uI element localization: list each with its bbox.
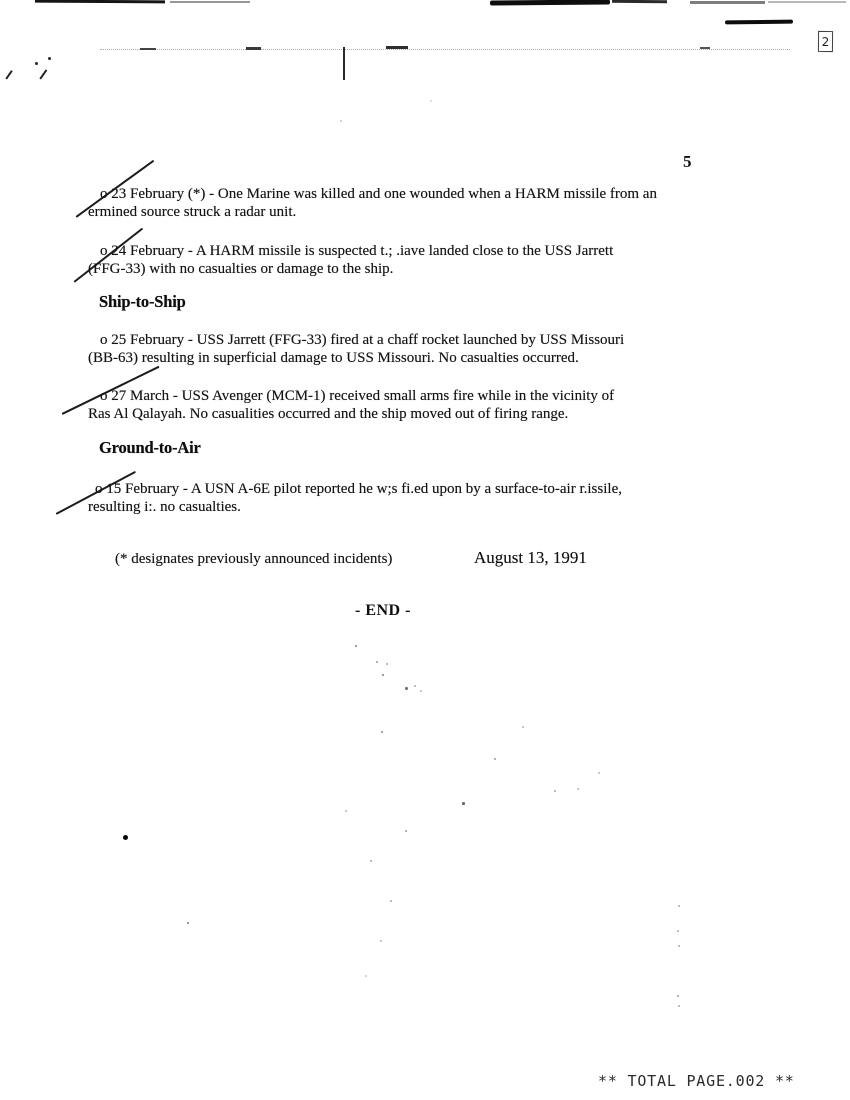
incident-paragraph (88, 387, 614, 423)
scan-speck (430, 100, 432, 102)
page-number: 5 (683, 152, 692, 171)
end-marker: - END - (355, 602, 411, 619)
scan-speck (678, 1005, 680, 1007)
scan-speck (462, 802, 465, 805)
scan-noise-dash (140, 48, 156, 50)
paragraph-line: (BB-63) resulting in superficial damage to USS Missouri. No casualties occurred. (88, 350, 579, 366)
scan-speck (494, 758, 496, 760)
scan-speck (678, 945, 680, 947)
incident-paragraph (88, 185, 657, 221)
paragraph-line: (FFG-33) with no casualties or damage to the ship. (88, 261, 394, 277)
scan-edge-smudge (690, 1, 765, 4)
scan-speck (370, 860, 372, 862)
handwritten-dot (35, 62, 38, 65)
scan-dash-mark (725, 20, 793, 24)
scan-speck (677, 995, 679, 997)
paragraph-line: o 24 February - A HARM missile is suspected t.; .iave landed close to the USS Jarrett (100, 243, 614, 259)
paragraph-line: o 27 March - USS Avenger (MCM-1) received small arms fire while in the vicinity of (100, 388, 615, 404)
scan-speck (405, 830, 407, 832)
fax-total-page-footer: ** TOTAL PAGE.002 ** (598, 1072, 795, 1090)
page-corner-stamp (818, 31, 833, 52)
scan-speck (420, 690, 422, 692)
incident-paragraph (88, 242, 613, 278)
scan-speck (365, 975, 367, 977)
scan-speck (390, 900, 392, 902)
scan-noise-dash (386, 46, 408, 49)
asterisk-footnote: (* designates previously announced incidents) (115, 551, 393, 567)
scan-edge-smudge (170, 1, 250, 3)
incident-paragraph (88, 480, 622, 516)
scan-edge-smudge (35, 0, 165, 3)
scan-speck (522, 726, 524, 728)
paragraph-line: Ras Al Qalayah. No casualities occurred and the ship moved out of firing range. (88, 406, 569, 422)
paragraph-line: resulting i:. no casualties. (88, 499, 241, 515)
scan-speck (382, 674, 384, 676)
scan-speck (554, 790, 556, 792)
scan-speck (380, 940, 382, 942)
corner-stamp-number: 2 (821, 34, 830, 49)
ink-dot (123, 835, 128, 840)
scan-edge-smudge (490, 0, 610, 5)
scan-speck (405, 687, 408, 690)
scan-speck (386, 663, 388, 665)
report-date: August 13, 1991 (474, 548, 587, 567)
scan-speck (340, 120, 342, 122)
scan-speck (187, 922, 189, 924)
section-heading-ship-to-ship: Ship-to-Ship (99, 292, 186, 311)
incident-paragraph (88, 331, 624, 367)
scan-speck (345, 810, 347, 812)
scan-speck (678, 905, 680, 907)
scan-speck (677, 930, 679, 932)
scan-speck (598, 772, 600, 774)
handwritten-dot (48, 57, 51, 60)
handwritten-mark (5, 70, 12, 79)
scan-speck (381, 731, 383, 733)
section-heading-ground-to-air: Ground-to-Air (99, 438, 201, 457)
scan-edge-smudge (612, 0, 667, 3)
paragraph-line: o 23 February (*) - One Marine was killed and one wounded when a HARM missile from an (100, 186, 657, 202)
scan-edge-smudge (768, 1, 846, 3)
scan-speck (355, 645, 357, 647)
scan-vertical-mark (343, 47, 345, 80)
paragraph-line: ermined source struck a radar unit. (88, 204, 297, 220)
paragraph-line: o 15 February - A USN A-6E pilot reported he w;s fi.ed upon by a surface-to-air r.issile, (95, 481, 622, 497)
paragraph-line: o 25 February - USS Jarrett (FFG-33) fired at a chaff rocket launched by USS Missouri (100, 332, 625, 348)
handwritten-mark (39, 69, 47, 79)
scan-noise-dash (246, 47, 261, 50)
scan-speck (414, 685, 416, 687)
scan-noise-dash (700, 47, 710, 49)
scan-speck (376, 661, 378, 663)
scan-speck (577, 788, 579, 790)
scan-noise-line (100, 49, 790, 50)
